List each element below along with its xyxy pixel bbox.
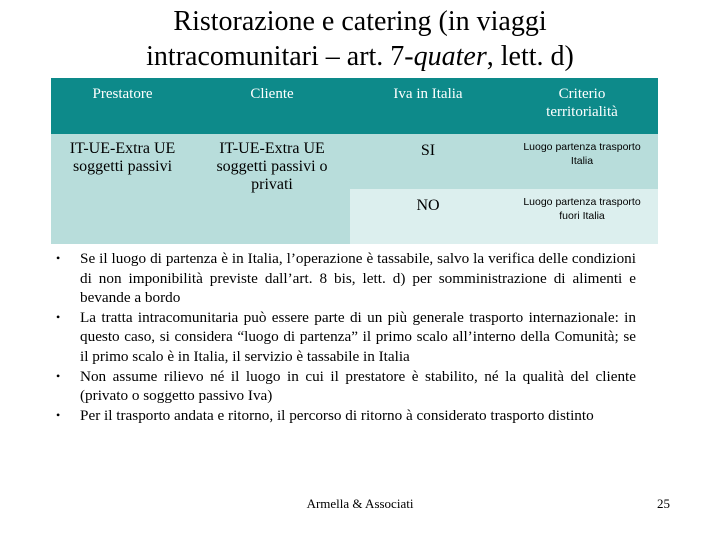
title-line-2-italic: quater	[413, 41, 487, 72]
bullet-dot: •	[56, 368, 61, 383]
bullet-dot: •	[56, 407, 61, 422]
cell-criterio-italia: Luogo partenza trasporto Italia	[506, 134, 658, 189]
bullet-dot: •	[56, 309, 61, 324]
cell-criterio-fuori-italia: Luogo partenza trasporto fuori Italia	[506, 189, 658, 244]
header-prestatore: Prestatore	[51, 78, 194, 134]
footer-text: Armella & Associati	[306, 496, 414, 511]
title-line-2-end: , lett. d)	[486, 41, 574, 72]
bullet-dot: •	[56, 251, 61, 265]
title-line-2-start: intracomunitari – art. 7-	[146, 41, 414, 72]
cell-cliente: IT-UE-Extra UE soggetti passivi o privati	[194, 134, 350, 244]
bullet-item	[56, 308, 636, 367]
slide-title	[0, 4, 720, 74]
bullet-item	[56, 367, 636, 406]
header-iva-in-italia: Iva in Italia	[350, 78, 506, 134]
cell-iva-no: NO	[350, 189, 506, 244]
bullet-text: Se il luogo di partenza è in Italia, l’operazione è tassabile, salvo la verifica delle condizioni di non imponibilità previste dall’art. 8 bis, lett. d) per somministrazione di alimenti e bevande a bordo	[80, 250, 636, 307]
title-line-2	[0, 39, 720, 74]
bullet-text: Non assume rilievo né il luogo in cui il prestatore è stabilito, né la qualità del cliente (privato o soggetto passivo Iva)	[80, 367, 636, 405]
header-criterio-territorialita: Criterio territorialità	[506, 78, 658, 134]
cell-prestatore: IT-UE-Extra UE soggetti passivi	[51, 134, 194, 244]
bullet-item	[56, 249, 636, 308]
bullet-text: Per il trasporto andata e ritorno, il percorso di ritorno à considerato trasporto distinto	[80, 406, 594, 424]
header-cliente: Cliente	[194, 78, 350, 134]
title-line-1: Ristorazione e catering (in viaggi	[173, 6, 547, 37]
bullet-item	[56, 406, 636, 426]
page-number: 25	[657, 496, 670, 511]
bullet-text: La tratta intracomunitaria può essere parte di un più generale trasporto internazionale: in questo caso, si considera “luogo di partenza” il primo scalo all’interno della Comunità; se il primo scalo è in Italia, il servizio è tassabile in Italia	[80, 308, 636, 365]
bullet-list	[56, 249, 636, 425]
cell-iva-si: SI	[350, 134, 506, 189]
